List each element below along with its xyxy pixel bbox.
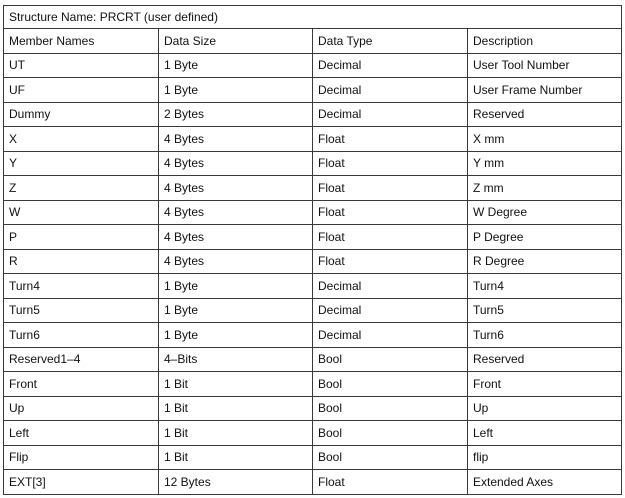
table-cell: User Frame Number (468, 78, 622, 103)
table-cell: Turn5 (4, 298, 159, 323)
table-cell: Up (4, 396, 159, 421)
table-cell: Left (4, 421, 159, 446)
structure-table (3, 5, 622, 495)
table-cell: Decimal (313, 323, 468, 348)
table-cell: UF (4, 78, 159, 103)
table-cell: Turn4 (468, 274, 622, 299)
table-cell: Reserved (468, 347, 622, 372)
table-cell: Decimal (313, 53, 468, 78)
table-row (4, 176, 622, 201)
table-cell: Front (4, 372, 159, 397)
table-cell: 4 Bytes (159, 176, 313, 201)
table-row (4, 127, 622, 152)
table-cell: Float (313, 127, 468, 152)
table-cell: Y (4, 151, 159, 176)
table-cell: Reserved (468, 102, 622, 127)
header-row (4, 29, 622, 54)
table-cell: Reserved1–4 (4, 347, 159, 372)
table-row (4, 200, 622, 225)
table-cell: Bool (313, 347, 468, 372)
table-cell: P Degree (468, 225, 622, 250)
table-row (4, 445, 622, 470)
table-row (4, 249, 622, 274)
table-cell: R Degree (468, 249, 622, 274)
table-cell: Decimal (313, 298, 468, 323)
table-cell: Bool (313, 445, 468, 470)
table-cell: 4–Bits (159, 347, 313, 372)
structure-title: Structure Name: PRCRT (user defined) (4, 6, 622, 29)
table-cell: W (4, 200, 159, 225)
table-cell: 1 Byte (159, 323, 313, 348)
table-cell: Bool (313, 372, 468, 397)
table-row (4, 298, 622, 323)
table-cell: Left (468, 421, 622, 446)
table-cell: Front (468, 372, 622, 397)
table-cell: Float (313, 200, 468, 225)
table-row (4, 151, 622, 176)
table-cell: Float (313, 470, 468, 495)
table-row (4, 347, 622, 372)
table-cell: Decimal (313, 78, 468, 103)
table-cell: 4 Bytes (159, 225, 313, 250)
table-cell: Z mm (468, 176, 622, 201)
table-row (4, 274, 622, 299)
table-cell: Turn5 (468, 298, 622, 323)
table-row (4, 470, 622, 495)
table-cell: flip (468, 445, 622, 470)
table-cell: User Tool Number (468, 53, 622, 78)
table-row (4, 102, 622, 127)
table-cell: Extended Axes (468, 470, 622, 495)
table-cell: Flip (4, 445, 159, 470)
table-cell: 1 Byte (159, 78, 313, 103)
table-cell: Y mm (468, 151, 622, 176)
table-cell: 1 Byte (159, 274, 313, 299)
table-cell: 4 Bytes (159, 151, 313, 176)
table-cell: 1 Bit (159, 445, 313, 470)
table-cell: EXT[3] (4, 470, 159, 495)
table-cell: 2 Bytes (159, 102, 313, 127)
table-cell: R (4, 249, 159, 274)
table-cell: W Degree (468, 200, 622, 225)
table-row (4, 372, 622, 397)
table-cell: 1 Bit (159, 421, 313, 446)
table-cell: Z (4, 176, 159, 201)
table-row (4, 53, 622, 78)
table-body (4, 53, 622, 494)
table-cell: UT (4, 53, 159, 78)
table-cell: Decimal (313, 102, 468, 127)
column-header: Member Names (4, 29, 159, 54)
column-header: Data Type (313, 29, 468, 54)
table-row (4, 225, 622, 250)
table-cell: Float (313, 225, 468, 250)
table-cell: Decimal (313, 274, 468, 299)
table-cell: Up (468, 396, 622, 421)
table-cell: Turn4 (4, 274, 159, 299)
table-cell: 1 Byte (159, 298, 313, 323)
table-row (4, 396, 622, 421)
table-cell: 1 Bit (159, 372, 313, 397)
table-cell: 1 Byte (159, 53, 313, 78)
table-cell: Float (313, 249, 468, 274)
table-cell: X mm (468, 127, 622, 152)
column-header: Data Size (159, 29, 313, 54)
table-cell: P (4, 225, 159, 250)
table-cell: 1 Bit (159, 396, 313, 421)
table-cell: 12 Bytes (159, 470, 313, 495)
table-cell: Float (313, 176, 468, 201)
column-header: Description (468, 29, 622, 54)
table-cell: 4 Bytes (159, 249, 313, 274)
table-row (4, 78, 622, 103)
table-cell: Float (313, 151, 468, 176)
table-cell: Turn6 (468, 323, 622, 348)
table-cell: X (4, 127, 159, 152)
table-cell: 4 Bytes (159, 200, 313, 225)
table-cell: 4 Bytes (159, 127, 313, 152)
table-cell: Dummy (4, 102, 159, 127)
table-row (4, 323, 622, 348)
table-row (4, 421, 622, 446)
table-cell: Bool (313, 396, 468, 421)
table-cell: Turn6 (4, 323, 159, 348)
title-row (4, 6, 622, 29)
table-cell: Bool (313, 421, 468, 446)
